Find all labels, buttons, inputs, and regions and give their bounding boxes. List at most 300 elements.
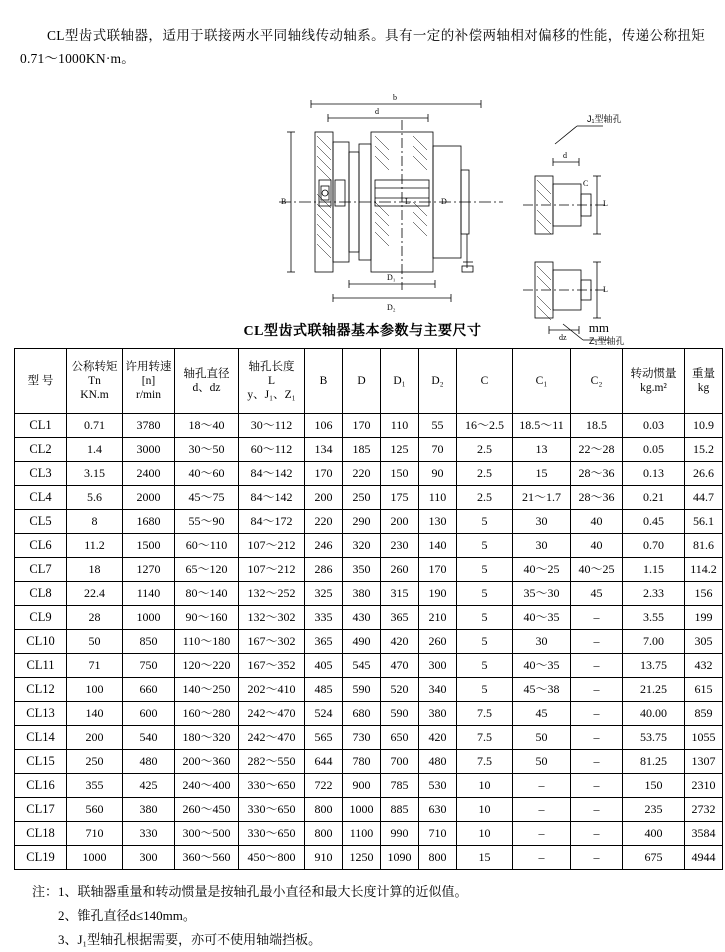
intro-paragraph: CL型齿式联轴器，适用于联接两水平同轴线传动轴系。具有一定的补偿两轴相对偏移的性能，传递公称扭矩0.71～1000KN·m。 bbox=[20, 27, 705, 67]
label-top-d: d bbox=[374, 107, 379, 117]
table-cell: 290 bbox=[343, 510, 381, 534]
table-cell: 140 bbox=[419, 534, 457, 558]
table-cell: 60～110 bbox=[175, 534, 239, 558]
table-cell: 590 bbox=[343, 678, 381, 702]
table-cell: 55～90 bbox=[175, 510, 239, 534]
cell-model: CL17 bbox=[15, 798, 67, 822]
table-cell: 107～212 bbox=[239, 534, 305, 558]
table-cell: 286 bbox=[305, 558, 343, 582]
note-1: 注：1、联轴器重量和转动惯量是按轴孔最小直径和最大长度计算的近似值。 bbox=[32, 884, 468, 900]
table-cell: 3000 bbox=[123, 438, 175, 462]
table-cell: 490 bbox=[343, 630, 381, 654]
table-cell: 650 bbox=[381, 726, 419, 750]
table-cell: 325 bbox=[305, 582, 343, 606]
table-cell: 132～252 bbox=[239, 582, 305, 606]
table-cell: 114.2 bbox=[685, 558, 723, 582]
table-cell: 300 bbox=[419, 654, 457, 678]
table-row bbox=[15, 750, 723, 774]
table-cell: 530 bbox=[419, 774, 457, 798]
table-cell: 1500 bbox=[123, 534, 175, 558]
table-cell: 360～560 bbox=[175, 846, 239, 870]
table-cell: 242～470 bbox=[239, 702, 305, 726]
table-cell: 485 bbox=[305, 678, 343, 702]
cell-model: CL7 bbox=[15, 558, 67, 582]
table-cell: 40～60 bbox=[175, 462, 239, 486]
table-cell: 1000 bbox=[343, 798, 381, 822]
table-cell: 545 bbox=[343, 654, 381, 678]
table-cell: 15.2 bbox=[685, 438, 723, 462]
table-cell: 730 bbox=[343, 726, 381, 750]
table-cell: 885 bbox=[381, 798, 419, 822]
table-cell: 246 bbox=[305, 534, 343, 558]
cell-model: CL16 bbox=[15, 774, 67, 798]
table-cell: 110 bbox=[419, 486, 457, 510]
cell-model: CL5 bbox=[15, 510, 67, 534]
table-cell: – bbox=[571, 678, 623, 702]
table-cell: 84～142 bbox=[239, 486, 305, 510]
table-cell: 40～35 bbox=[513, 606, 571, 630]
table-cell: 199 bbox=[685, 606, 723, 630]
table-cell: 2.33 bbox=[623, 582, 685, 606]
table-cell: 11.2 bbox=[67, 534, 123, 558]
table-cell: 300 bbox=[123, 846, 175, 870]
table-cell: 110 bbox=[381, 414, 419, 438]
table-row bbox=[15, 822, 723, 846]
table-cell: 990 bbox=[381, 822, 419, 846]
table-cell: 28 bbox=[67, 606, 123, 630]
table-cell: 110～180 bbox=[175, 630, 239, 654]
table-cell: – bbox=[513, 846, 571, 870]
table-cell: 3.15 bbox=[67, 462, 123, 486]
table-cell: 120～220 bbox=[175, 654, 239, 678]
table-cell: 5 bbox=[457, 654, 513, 678]
table-cell: 700 bbox=[381, 750, 419, 774]
table-cell: 140 bbox=[67, 702, 123, 726]
table-cell: 22～28 bbox=[571, 438, 623, 462]
table-cell: 28～36 bbox=[571, 486, 623, 510]
table-cell: 3780 bbox=[123, 414, 175, 438]
table-row bbox=[15, 774, 723, 798]
table-cell: 850 bbox=[123, 630, 175, 654]
table-head bbox=[15, 349, 723, 414]
table-row bbox=[15, 846, 723, 870]
table-cell: 18.5～11 bbox=[513, 414, 571, 438]
table-cell: 220 bbox=[305, 510, 343, 534]
table-cell: 167～302 bbox=[239, 630, 305, 654]
table-cell: 90 bbox=[419, 462, 457, 486]
table-cell: – bbox=[571, 606, 623, 630]
table-row bbox=[15, 630, 723, 654]
table-cell: 660 bbox=[123, 678, 175, 702]
header-bore-length: 轴孔长度 L y、J₁、Z₁ bbox=[239, 349, 305, 414]
table-cell: 432 bbox=[685, 654, 723, 678]
table-cell: 365 bbox=[305, 630, 343, 654]
table-cell: 1680 bbox=[123, 510, 175, 534]
table-cell: 7.5 bbox=[457, 702, 513, 726]
table-cell: 170 bbox=[419, 558, 457, 582]
notes-block bbox=[14, 880, 711, 952]
cell-model: CL8 bbox=[15, 582, 67, 606]
table-cell: 330～650 bbox=[239, 798, 305, 822]
label-d-detail: d bbox=[562, 151, 567, 161]
table-cell: 45～38 bbox=[513, 678, 571, 702]
header-D: D bbox=[343, 349, 381, 414]
table-cell: – bbox=[571, 726, 623, 750]
table-row bbox=[15, 414, 723, 438]
table-cell: 130 bbox=[419, 510, 457, 534]
table-cell: 400 bbox=[623, 822, 685, 846]
table-cell: 200 bbox=[381, 510, 419, 534]
table-cell: – bbox=[513, 798, 571, 822]
table-cell: 5.6 bbox=[67, 486, 123, 510]
table-cell: 8 bbox=[67, 510, 123, 534]
table-cell: 160～280 bbox=[175, 702, 239, 726]
table-cell: 242～470 bbox=[239, 726, 305, 750]
table-cell: 380 bbox=[343, 582, 381, 606]
table-cell: 80～140 bbox=[175, 582, 239, 606]
note-3: 3、J₁型轴孔根据需要，亦可不使用轴端挡板。 bbox=[58, 932, 322, 948]
table-cell: 180～320 bbox=[175, 726, 239, 750]
table-row bbox=[15, 510, 723, 534]
table-cell: 0.45 bbox=[623, 510, 685, 534]
table-cell: 330～650 bbox=[239, 822, 305, 846]
table-cell: 175 bbox=[381, 486, 419, 510]
header-B: B bbox=[305, 349, 343, 414]
table-cell: 4944 bbox=[685, 846, 723, 870]
cell-model: CL6 bbox=[15, 534, 67, 558]
table-cell: 50 bbox=[67, 630, 123, 654]
table-cell: 10 bbox=[457, 798, 513, 822]
table-cell: 50 bbox=[513, 726, 571, 750]
table-cell: 30 bbox=[513, 510, 571, 534]
table-cell: 315 bbox=[381, 582, 419, 606]
table-cell: 675 bbox=[623, 846, 685, 870]
table-cell: 2400 bbox=[123, 462, 175, 486]
table-cell: 10 bbox=[457, 774, 513, 798]
table-cell: 202～410 bbox=[239, 678, 305, 702]
table-cell: 540 bbox=[123, 726, 175, 750]
table-cell: 71 bbox=[67, 654, 123, 678]
table-cell: 40～25 bbox=[571, 558, 623, 582]
table-cell: – bbox=[571, 846, 623, 870]
table-cell: 250 bbox=[67, 750, 123, 774]
table-cell: 5 bbox=[457, 510, 513, 534]
table-cell: 2310 bbox=[685, 774, 723, 798]
table-cell: 282～550 bbox=[239, 750, 305, 774]
table-cell: 134 bbox=[305, 438, 343, 462]
table-cell: 1250 bbox=[343, 846, 381, 870]
table-cell: 125 bbox=[381, 438, 419, 462]
table-cell: 53.75 bbox=[623, 726, 685, 750]
table-cell: 18 bbox=[67, 558, 123, 582]
table-cell: 10.9 bbox=[685, 414, 723, 438]
table-cell: 590 bbox=[381, 702, 419, 726]
table-cell: 1.15 bbox=[623, 558, 685, 582]
table-cell: 150 bbox=[623, 774, 685, 798]
label-D2: D₂ bbox=[386, 303, 396, 313]
table-cell: 710 bbox=[67, 822, 123, 846]
table-cell: 260 bbox=[419, 630, 457, 654]
cell-model: CL11 bbox=[15, 654, 67, 678]
header-nominal-torque: 公称转矩 Tn KN.m bbox=[67, 349, 123, 414]
table-unit-label: mm bbox=[588, 320, 609, 336]
cell-model: CL14 bbox=[15, 726, 67, 750]
table-cell: 2.5 bbox=[457, 438, 513, 462]
table-cell: 900 bbox=[343, 774, 381, 798]
table-cell: 710 bbox=[419, 822, 457, 846]
table-cell: 185 bbox=[343, 438, 381, 462]
header-weight: 重量 kg bbox=[685, 349, 723, 414]
table-cell: 2000 bbox=[123, 486, 175, 510]
cell-model: CL9 bbox=[15, 606, 67, 630]
table-cell: 235 bbox=[623, 798, 685, 822]
table-cell: 132～302 bbox=[239, 606, 305, 630]
table-cell: 30 bbox=[513, 534, 571, 558]
callout-j1-label: J₁型轴孔 bbox=[586, 114, 622, 125]
table-cell: 190 bbox=[419, 582, 457, 606]
table-cell: 380 bbox=[123, 798, 175, 822]
label-C1: L bbox=[602, 199, 608, 209]
table-cell: 170 bbox=[343, 414, 381, 438]
table-cell: 0.21 bbox=[623, 486, 685, 510]
table-cell: 5 bbox=[457, 582, 513, 606]
table-cell: 90～160 bbox=[175, 606, 239, 630]
table-cell: 0.03 bbox=[623, 414, 685, 438]
table-cell: 40.00 bbox=[623, 702, 685, 726]
table-cell: 167～352 bbox=[239, 654, 305, 678]
table-cell: – bbox=[513, 774, 571, 798]
table-cell: 800 bbox=[419, 846, 457, 870]
cell-model: CL15 bbox=[15, 750, 67, 774]
table-cell: 420 bbox=[419, 726, 457, 750]
table-cell: 2.5 bbox=[457, 486, 513, 510]
table-cell: 1140 bbox=[123, 582, 175, 606]
table-cell: 230 bbox=[381, 534, 419, 558]
table-cell: 1000 bbox=[123, 606, 175, 630]
table-cell: 3.55 bbox=[623, 606, 685, 630]
table-cell: 200 bbox=[67, 726, 123, 750]
table-cell: 355 bbox=[67, 774, 123, 798]
table-cell: 1090 bbox=[381, 846, 419, 870]
table-cell: 156 bbox=[685, 582, 723, 606]
table-cell: 365 bbox=[381, 606, 419, 630]
table-cell: 750 bbox=[123, 654, 175, 678]
document-page bbox=[0, 14, 725, 948]
table-cell: 330～650 bbox=[239, 774, 305, 798]
table-cell: 644 bbox=[305, 750, 343, 774]
table-cell: 5 bbox=[457, 534, 513, 558]
label-top-b: b bbox=[392, 93, 397, 103]
label-D1: D₁ bbox=[386, 273, 396, 283]
table-cell: 200 bbox=[305, 486, 343, 510]
table-cell: 1270 bbox=[123, 558, 175, 582]
table-cell: 0.05 bbox=[623, 438, 685, 462]
cell-model: CL10 bbox=[15, 630, 67, 654]
header-C2: C₂ bbox=[571, 349, 623, 414]
label-dz-detail: dz bbox=[558, 333, 567, 343]
table-cell: 15 bbox=[457, 846, 513, 870]
table-row bbox=[15, 678, 723, 702]
table-cell: 30～50 bbox=[175, 438, 239, 462]
table-cell: 800 bbox=[305, 822, 343, 846]
header-allowable-speed: 许用转速 [n] r/min bbox=[123, 349, 175, 414]
table-cell: 40 bbox=[571, 510, 623, 534]
table-cell: 320 bbox=[343, 534, 381, 558]
table-row bbox=[15, 582, 723, 606]
table-cell: – bbox=[571, 702, 623, 726]
label-C2: L bbox=[602, 285, 608, 295]
table-cell: 240～400 bbox=[175, 774, 239, 798]
header-D1: D₁ bbox=[381, 349, 419, 414]
table-cell: 0.70 bbox=[623, 534, 685, 558]
table-cell: 430 bbox=[343, 606, 381, 630]
table-cell: 1307 bbox=[685, 750, 723, 774]
table-cell: 0.13 bbox=[623, 462, 685, 486]
table-cell: 30 bbox=[513, 630, 571, 654]
table-cell: 3584 bbox=[685, 822, 723, 846]
table-row bbox=[15, 702, 723, 726]
cell-model: CL4 bbox=[15, 486, 67, 510]
table-cell: 30～112 bbox=[239, 414, 305, 438]
table-cell: 45 bbox=[571, 582, 623, 606]
table-cell: 26.6 bbox=[685, 462, 723, 486]
table-cell: 200～360 bbox=[175, 750, 239, 774]
table-cell: 420 bbox=[381, 630, 419, 654]
header-model: 型 号 bbox=[15, 349, 67, 414]
table-cell: 380 bbox=[419, 702, 457, 726]
header-C1: C₁ bbox=[513, 349, 571, 414]
table-cell: 18.5 bbox=[571, 414, 623, 438]
table-row bbox=[15, 654, 723, 678]
table-cell: 722 bbox=[305, 774, 343, 798]
table-body bbox=[15, 414, 723, 870]
table-cell: 45～75 bbox=[175, 486, 239, 510]
table-cell: 81.25 bbox=[623, 750, 685, 774]
table-cell: – bbox=[571, 822, 623, 846]
header-bore-diameter: 轴孔直径 d、dz bbox=[175, 349, 239, 414]
table-cell: – bbox=[571, 750, 623, 774]
table-cell: 16～2.5 bbox=[457, 414, 513, 438]
table-cell: 480 bbox=[419, 750, 457, 774]
table-cell: 81.6 bbox=[685, 534, 723, 558]
table-cell: 5 bbox=[457, 558, 513, 582]
table-cell: 470 bbox=[381, 654, 419, 678]
table-cell: 45 bbox=[513, 702, 571, 726]
table-cell: 565 bbox=[305, 726, 343, 750]
table-cell: 785 bbox=[381, 774, 419, 798]
table-cell: 150 bbox=[381, 462, 419, 486]
table-cell: 480 bbox=[123, 750, 175, 774]
table-cell: 2.5 bbox=[457, 462, 513, 486]
table-cell: 140～250 bbox=[175, 678, 239, 702]
table-cell: 405 bbox=[305, 654, 343, 678]
table-cell: 210 bbox=[419, 606, 457, 630]
table-cell: 100 bbox=[67, 678, 123, 702]
table-cell: 84～172 bbox=[239, 510, 305, 534]
table-cell: – bbox=[571, 798, 623, 822]
cell-model: CL12 bbox=[15, 678, 67, 702]
table-cell: 7.00 bbox=[623, 630, 685, 654]
table-cell: 600 bbox=[123, 702, 175, 726]
table-row bbox=[15, 726, 723, 750]
cell-model: CL2 bbox=[15, 438, 67, 462]
table-cell: 15 bbox=[513, 462, 571, 486]
table-cell: – bbox=[571, 774, 623, 798]
table-cell: 350 bbox=[343, 558, 381, 582]
note-2: 2、锥孔直径d≤140mm。 bbox=[58, 908, 196, 924]
table-cell: 859 bbox=[685, 702, 723, 726]
table-cell: 22.4 bbox=[67, 582, 123, 606]
label-L: L bbox=[404, 197, 410, 207]
table-cell: 55 bbox=[419, 414, 457, 438]
table-cell: 84～142 bbox=[239, 462, 305, 486]
table-cell: 106 bbox=[305, 414, 343, 438]
table-cell: 18～40 bbox=[175, 414, 239, 438]
table-row bbox=[15, 438, 723, 462]
label-C: C bbox=[582, 179, 588, 189]
callout-z1-label: Z₁型轴孔 bbox=[588, 336, 625, 347]
table-cell: – bbox=[513, 822, 571, 846]
table-cell: 305 bbox=[685, 630, 723, 654]
table-cell: 40 bbox=[571, 534, 623, 558]
table-cell: 13 bbox=[513, 438, 571, 462]
header-C: C bbox=[457, 349, 513, 414]
table-cell: 1000 bbox=[67, 846, 123, 870]
table-cell: 615 bbox=[685, 678, 723, 702]
table-cell: 520 bbox=[381, 678, 419, 702]
table-cell: 560 bbox=[67, 798, 123, 822]
table-cell: 70 bbox=[419, 438, 457, 462]
table-cell: 170 bbox=[305, 462, 343, 486]
table-cell: 2732 bbox=[685, 798, 723, 822]
table-cell: 1.4 bbox=[67, 438, 123, 462]
header-moment-of-inertia: 转动惯量 kg.m² bbox=[623, 349, 685, 414]
table-cell: 28～36 bbox=[571, 462, 623, 486]
cell-model: CL1 bbox=[15, 414, 67, 438]
table-cell: – bbox=[571, 654, 623, 678]
table-cell: 21～1.7 bbox=[513, 486, 571, 510]
table-cell: 680 bbox=[343, 702, 381, 726]
table-cell: 7.5 bbox=[457, 726, 513, 750]
table-row bbox=[15, 558, 723, 582]
table-cell: 5 bbox=[457, 630, 513, 654]
table-cell: 65～120 bbox=[175, 558, 239, 582]
table-cell: 5 bbox=[457, 606, 513, 630]
table-row bbox=[15, 798, 723, 822]
table-cell: – bbox=[571, 630, 623, 654]
table-cell: 13.75 bbox=[623, 654, 685, 678]
label-D: D bbox=[440, 197, 447, 207]
table-cell: 800 bbox=[305, 798, 343, 822]
table-cell: 107～212 bbox=[239, 558, 305, 582]
table-cell: 330 bbox=[123, 822, 175, 846]
table-header-row bbox=[15, 349, 723, 414]
cell-model: CL18 bbox=[15, 822, 67, 846]
table-cell: 21.25 bbox=[623, 678, 685, 702]
table-cell: 5 bbox=[457, 678, 513, 702]
table-cell: 630 bbox=[419, 798, 457, 822]
table-cell: 0.71 bbox=[67, 414, 123, 438]
table-cell: 250 bbox=[343, 486, 381, 510]
table-row bbox=[15, 534, 723, 558]
table-row bbox=[15, 462, 723, 486]
table-cell: 450～800 bbox=[239, 846, 305, 870]
table-row bbox=[15, 606, 723, 630]
table-cell: 260～450 bbox=[175, 798, 239, 822]
table-cell: 60～112 bbox=[239, 438, 305, 462]
table-cell: 1100 bbox=[343, 822, 381, 846]
table-cell: 35～30 bbox=[513, 582, 571, 606]
